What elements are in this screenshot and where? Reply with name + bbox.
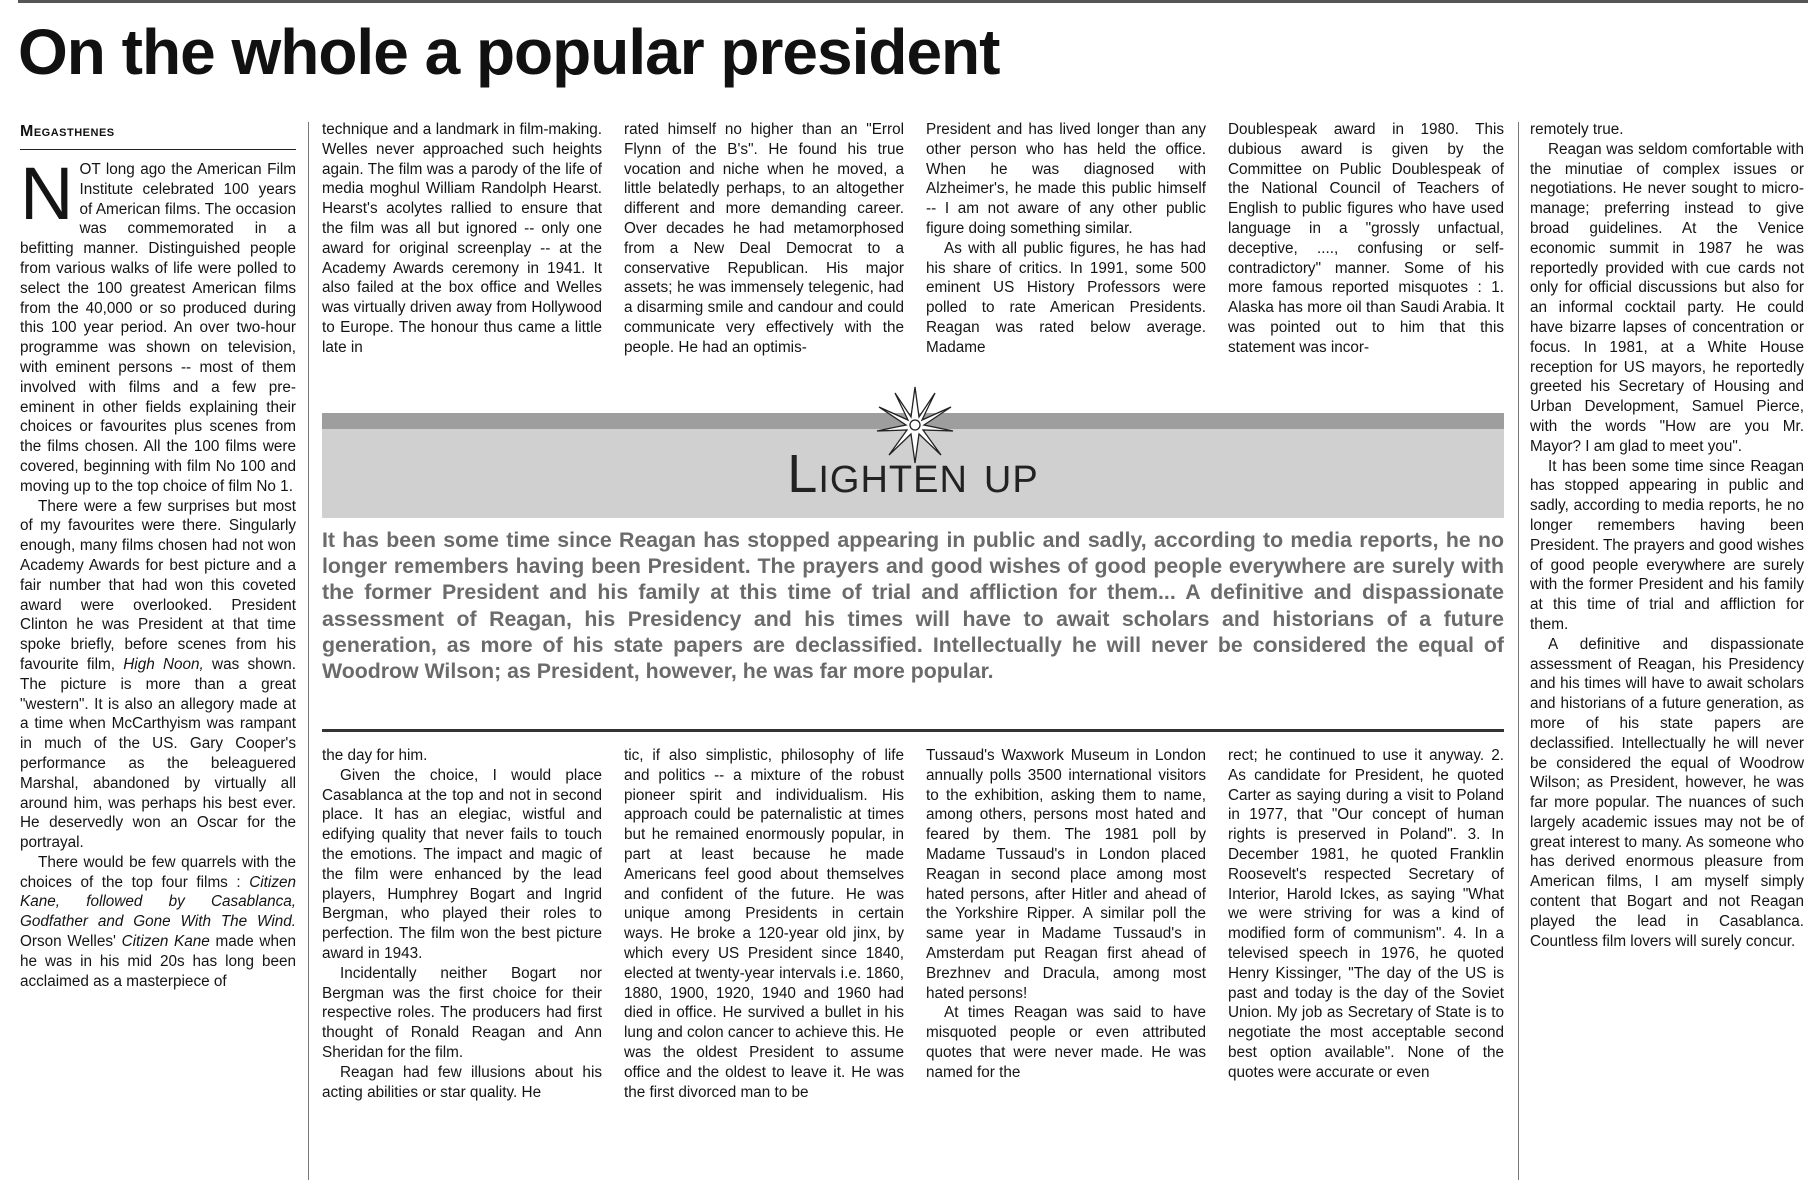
paragraph-text: There would be few quarrels with the choices of the top four films : (20, 853, 296, 891)
top-rule (18, 0, 1808, 3)
paragraph (20, 497, 296, 853)
paragraph: Reagan was seldom comfortable with the minutiae of complex issues or negotiations. He never sought to micro-manage; preferring instead to give broad guidelines. At the Venice economic summit in 1987 he was reportedly provided with cue cards not only for official discussions but also for an informal cocktail party. He could have bizarre lapses of concentration or focus. In 1981, at a White House reception for US mayors, he reportedly greeted his Secretary of Housing and Urban Development, Samuel Pierce, with the words "How are you Mr. Mayor? I am glad to meet you". (1530, 140, 1804, 455)
paragraph-text: was shown. The picture is more than a great "western". It is also an allegory made at a time when McCarthyism was rampant in much of the US. Gary Cooper's performance as the beleaguered Marshal, abandoned by virtually all around him, was perhaps his best ever. He deservedly won an Oscar for the portrayal. (20, 655, 296, 852)
film-title: High Noon, (123, 655, 204, 673)
paragraph: President and has lived longer than any other person who has held the office. When he was diagnosed with Alzheimer's, he made this public himself -- I am not aware of any other public figure doing something similar. (926, 121, 1206, 237)
paragraph: A definitive and dispassionate assessment of Reagan, his Presidency and his times will have to await scholars and historians of a future generation, as more of his state papers are declassified. Intellectually he will never be considered the equal of Woodrow Wilson; as President, however, he was far more popular. The nuances of such largely academic issues may not be of great interest to many. As someone who has derived enormous pleasure from American films, I am myself simply content that Bogart and not Reagan played the lead in Casablanca. Countless film lovers will surely concur. (1530, 635, 1804, 950)
article-column-2-top (322, 120, 602, 402)
paragraph: Reagan had few illusions about his acting abilities or star quality. He (322, 1063, 602, 1101)
article-column-6 (1530, 120, 1804, 1182)
section-rule (322, 729, 1504, 732)
article-column-3-bottom (624, 746, 904, 1180)
article-column-3-top (624, 120, 904, 402)
column-rule (1518, 122, 1519, 1180)
headline: On the whole a popular president (18, 16, 1000, 88)
paragraph: Incidentally neither Bogart nor Bergman was the first choice for their respective roles. The producers had first thought of Ronald Reagan and Ann Sheridan for the film. (322, 964, 602, 1061)
article-column-2-bottom (322, 746, 602, 1180)
paragraph: rect; he continued to use it anyway. 2. As candidate for President, he quoted Carter as saying during a visit to Poland in 1977, that "Our concept of human rights is preserved in Poland". 3. In December 1981, he quoted Franklin Roosevelt's respected Secretary of Interior, Harold Ickes, as saying "What we were striving for was a kind of modified form of communism". 4. In a televised speech in 1976, he quoted Henry Kissinger, "The day of the US is past and today is the day of the Soviet Union. My job as Secretary of State is to negotiate the most acceptable second best option available". None of the quotes were accurate or even (1228, 747, 1504, 1081)
paragraph: rated himself no higher than an "Errol Flynn of the B's". He found his true vocation and niche when he moved, a little belatedly perhaps, to an altogether different and more demanding career. Over decades he had metamorphosed from a New Deal Democrat to a conservative Republican. His major assets; he was immensely telegenic, had a disarming smile and candour and could communicate very effectively with the people. He had an optimis- (624, 121, 904, 356)
banner-title: Lighten up (787, 444, 1039, 504)
paragraph: remotely true. (1530, 121, 1624, 138)
paragraph: As with all public figures, he has had his share of critics. In 1991, some 500 eminent US History Professors were polled to rate American Presidents. Reagan was rated below average. Madame (926, 239, 1206, 356)
paragraph: the day for him. (322, 747, 428, 764)
article-column-1 (20, 160, 296, 1182)
paragraph (20, 160, 296, 497)
drop-cap: N (20, 160, 74, 235)
column-rule (308, 122, 309, 1180)
paragraph-text: There were a few surprises but most of my favourites were there. Singularly enough, many films chosen had not won Academy Awards for best picture and a fair number that had won this coveted award were overlooked. President Clinton he was President at that time spoke briefly, before scenes from his favourite film, (20, 497, 296, 673)
film-titles: Citizen Kane, followed by Casablanca, Godfather and Gone With The Wind. (20, 873, 296, 931)
pull-quote: It has been some time since Reagan has stopped appearing in public and sadly, according to media reports, he no longer remembers having been President. The prayers and good wishes of good people everywhere are surely with the former President and his family at this time of trial and affliction for them... A definitive and dispassionate assessment of Reagan, his Presidency and his times will have to await scholars and historians of a future generation, as more of his state papers are declassified. Intellectually he will never be considered the equal of Woodrow Wilson; as President, however, he was far more popular. (322, 528, 1504, 684)
paragraph (20, 853, 296, 992)
film-title: Citizen Kane (121, 933, 210, 951)
article-column-4-top (926, 120, 1206, 402)
paragraph: Tussaud's Waxwork Museum in London annually polls 3500 international visitors to the exhibition, asking them to name, among others, persons most hated and feared by them. The 1981 poll by Madame Tussaud's in London placed Reagan in second place among most hated persons, after Hitler and ahead of the Yorkshire Ripper. A similar poll the same year in Madame Tussaud's in Amsterdam put Reagan first ahead of Brezhnev and Dracula, among most hated persons! (926, 747, 1206, 1002)
paragraph: It has been some time since Reagan has stopped appearing in public and sadly, according to media reports, he no longer remembers having been President. The prayers and good wishes of good people everywhere are surely with the former President and his family at this time of trial and affliction for them. (1530, 457, 1804, 633)
paragraph: At times Reagan was said to have misquoted people or even attributed quotes that were never made. He was named for the (926, 1004, 1206, 1081)
article-column-4-bottom (926, 746, 1206, 1180)
byline: Megasthenes (20, 123, 296, 150)
paragraph: tic, if also simplistic, philosophy of life and politics -- a mixture of the robust pioneer spirit and individualism. His approach could be paternalistic at times but he remained enormously popular, in part at least because he made Americans feel good about themselves and confident of the future. He was unique among Presidents in certain ways. He broke a 120-year old jinx, by which every US President since 1840, elected at twenty-year intervals i.e. 1860, 1880, 1900, 1920, 1940 and 1960 had died in office. He survived a bullet in his lung and colon cancer to achieve this. He was the oldest President to assume office and the oldest to leave it. He was the first divorced man to be (624, 747, 904, 1101)
paragraph-text: made when he was in his mid 20s has long been acclaimed as a masterpiece of (20, 933, 296, 990)
article-column-5-bottom (1228, 746, 1504, 1180)
paragraph: Doublespeak award in 1980. This dubious award is given by the Committee on Public Doublespeak of the National Council of Teachers of English to public figures who have used language in a "grossly unfactual, deceptive, ...., confusing or self-contradictory" manner. Some of his more famous reported misquotes : 1. Alaska has more oil than Saudi Arabia. It was pointed out to him that this statement was incor- (1228, 121, 1504, 356)
paragraph: Given the choice, I would place Casablanca at the top and not in second place. It has an elegiac, wistful and edifying quality that never fails to touch the emotions. The impact and magic of the film were enhanced by the lead players, Humphrey Bogart and Ingrid Bergman, who played their roles to perfection. The film won the best picture award in 1943. (322, 766, 602, 962)
paragraph-text: Orson Welles' (20, 933, 122, 951)
paragraph-text: OT long ago the American Film Institute celebrated 100 years of American films. The occasion was commemorated in a befitting manner. Distinguished people from various walks of life were polled to select the 100 greatest American films from the 40,000 or so produced during this 100 year period. An over two-hour programme was shown on television, with eminent persons -- most of them involved with films and a few pre-eminent in other fields explaining their choices or favourites plus scenes from the films chosen. All the 100 films were covered, beginning with film No 100 and moving up to the top choice of film No 1. (20, 161, 296, 495)
article-column-5-top (1228, 120, 1504, 402)
paragraph: technique and a landmark in film-making. Welles never approached such heights again. The film was a parody of the life of media moghul William Randolph Hearst. Hearst's acolytes rallied to ensure that the film was all but ignored -- only one award for original screenplay -- at the Academy Awards ceremony in 1941. It also failed at the box office and Welles was virtually driven away from Hollywood to Europe. The honour thus came a little late in (322, 121, 602, 356)
